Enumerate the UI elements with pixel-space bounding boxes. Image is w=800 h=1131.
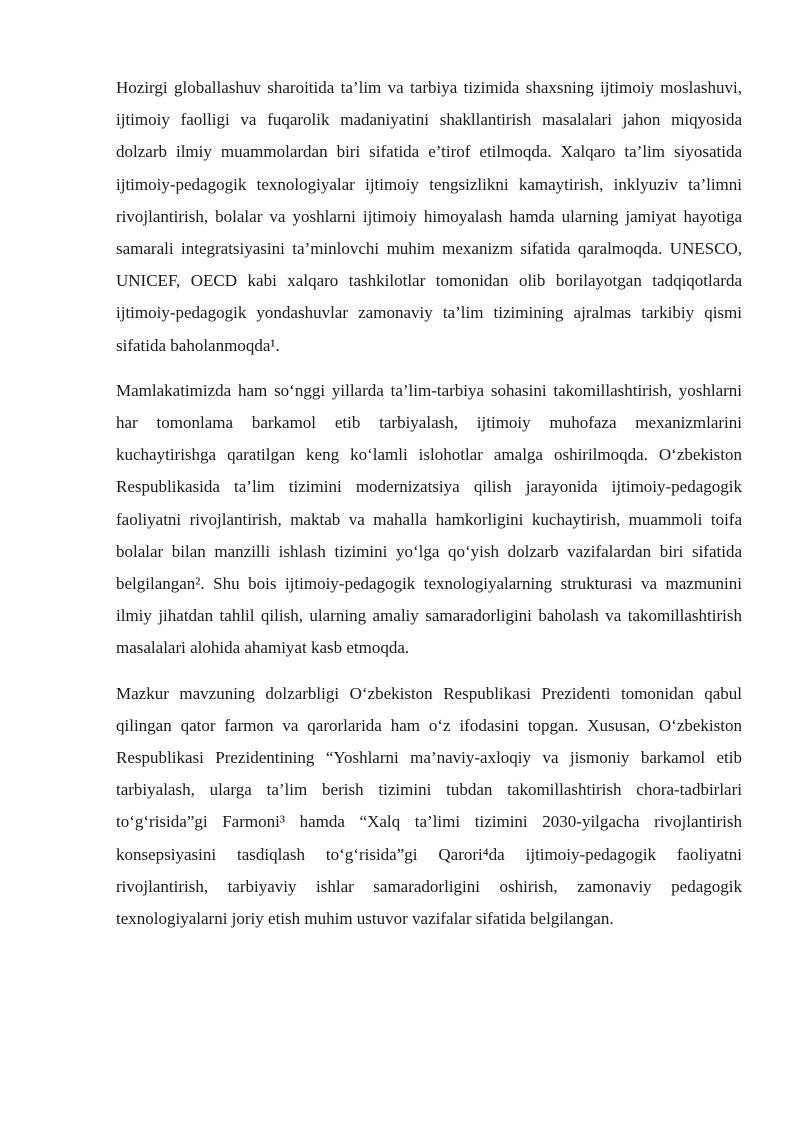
paragraph-global-context: Hozirgi globallashuv sharoitida ta’lim va tarbiya tizimida shaxsning ijtimoiy moslashuvi, ijtimoiy faolligi va fuqarolik madaniyatini shakllantirish masalalari jahon miqyosida dolzarb ilmiy muammolardan biri sifatida e’tirof etilmoqda. Xalqaro ta’lim siyosatida ijtimoiy-pedagogik texnologiyalar ijtimoiy tengsizlikni kamaytirish, inklyuziv ta’limni rivojlantirish, bolalar va yoshlarni ijtimoiy himoyalash hamda ularning jamiyat hayotiga samarali integratsiyasini ta’minlovchi muhim mexanizm sifatida qaralmoqda. UNESCO, UNICEF, OECD kabi xalqaro tashkilotlar tomonidan olib borilayotgan tadqiqotlarda ijtimoiy-pedagogik yondashuvlar zamonaviy ta’lim tizimining ajralmas tarkibiy qismi sifatida baholanmoqda¹. xyxy=(116,78,742,355)
paragraph-legal-relevance: Mazkur mavzuning dolzarbligi O‘zbekiston Respublikasi Prezidenti tomonidan qabul qilingan qator farmon va qarorlarida ham o‘z ifodasini topgan. Xususan, O‘zbekiston Respublikasi Prezidentining “Yoshlarni ma’naviy-axloqiy va jismoniy barkamol etib tarbiyalash, ularga ta’lim berish tizimini tubdan takomillashtirish chora-tadbirlari to‘g‘risida”gi Farmoni³ hamda “Xalq ta’limi tizimini 2030-yilgacha rivojlantirish konsepsiyasini tasdiqlash to‘g‘risida”gi Qarori⁴da ijtimoiy-pedagogik faoliyatni rivojlantirish, tarbiyaviy ishlar samaradorligini oshirish, zamonaviy pedagogik texnologiyalarni joriy etish muhim ustuvor vazifalar sifatida belgilangan. xyxy=(116,683,742,929)
paragraph-national-reforms: Mamlakatimizda ham so‘nggi yillarda ta’lim-tarbiya sohasini takomillashtirish, yoshlarni har tomonlama barkamol etib tarbiyalash, ijtimoiy muhofaza mexanizmlarini kuchaytirishga qaratilgan keng ko‘lamli islohotlar amalga oshirilmoqda. O‘zbekiston Respublikasida ta’lim tizimini modernizatsiya qilish jarayonida ijtimoiy-pedagogik faoliyatni rivojlantirish, maktab va mahalla hamkorligini kuchaytirish, muammoli toifa bolalar bilan manzilli ishlash tizimini yo‘lga qo‘yish dolzarb vazifalardan biri sifatida belgilangan². Shu bois ijtimoiy-pedagogik texnologiyalarning strukturasi va mazmunini ilmiy jihatdan tahlil qilish, ularning amaliy samaradorligini baholash va takomillashtirish masalalari alohida ahamiyat kasb etmoqda. xyxy=(116,380,742,658)
document-page xyxy=(116,72,742,948)
